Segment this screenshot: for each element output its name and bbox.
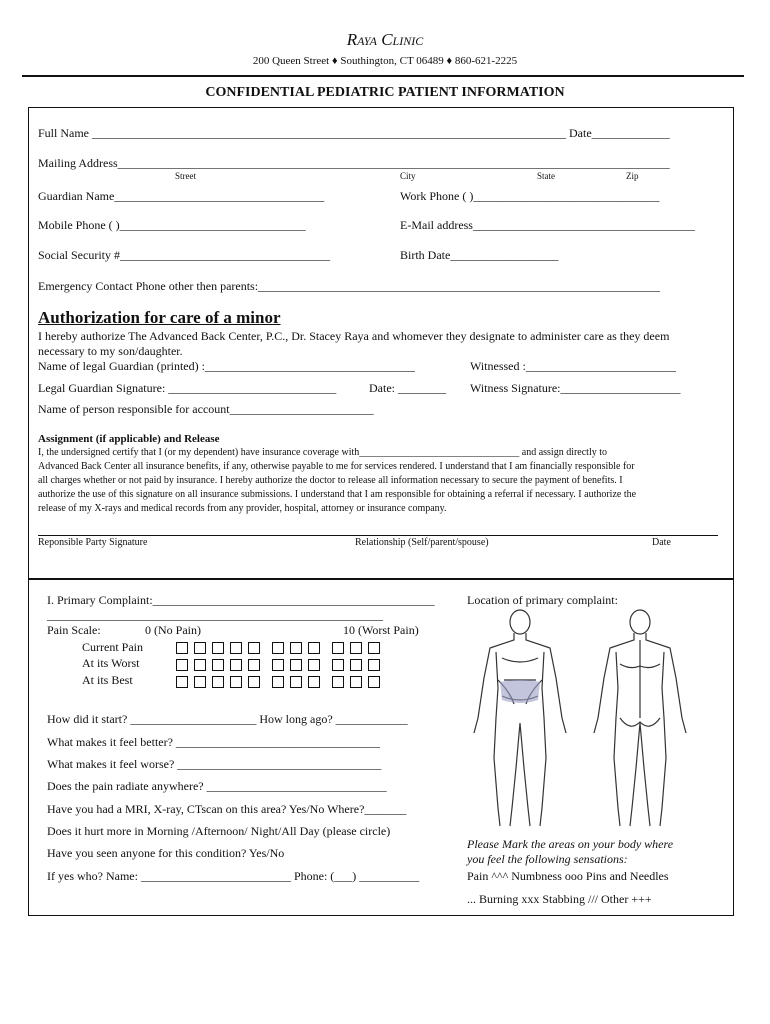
- pain-box[interactable]: [332, 676, 344, 688]
- pain-box[interactable]: [176, 659, 188, 671]
- birth-date-field[interactable]: Birth Date__________________: [400, 248, 559, 262]
- pain-box[interactable]: [248, 659, 260, 671]
- worst-pain-label: 10 (Worst Pain): [343, 623, 419, 637]
- best-pain-scale: [176, 673, 386, 691]
- pain-box[interactable]: [212, 676, 224, 688]
- feel-worse-field[interactable]: What makes it feel worse? __________________________________: [47, 757, 382, 771]
- assignment-line-2: Advanced Back Center all insurance benefits, if any, otherwise payable to me for services rendered. I understand that I am financially responsible for: [38, 461, 635, 472]
- front-body-figure[interactable]: [474, 610, 566, 826]
- worst-pain-row-label: At its Worst: [82, 656, 140, 670]
- sensation-legend-2: ... Burning xxx Stabbing /// Other +++: [467, 892, 652, 906]
- full-name-field[interactable]: Full Name _______________________________________________________________________________ Date_____________: [38, 126, 670, 140]
- pain-box[interactable]: [350, 676, 362, 688]
- pain-box[interactable]: [332, 659, 344, 671]
- no-pain-label: 0 (No Pain): [145, 623, 201, 637]
- authorization-text-2: necessary to my son/daughter.: [38, 344, 183, 358]
- pain-box[interactable]: [230, 642, 242, 654]
- street-label: Street: [175, 171, 196, 181]
- worst-pain-scale: [176, 656, 386, 674]
- pain-box[interactable]: [308, 676, 320, 688]
- pain-box[interactable]: [230, 676, 242, 688]
- pain-box[interactable]: [332, 642, 344, 654]
- emergency-contact-field[interactable]: Emergency Contact Phone other then parents:___________________________________________________________________: [38, 279, 661, 293]
- shaded-pain-area: [500, 680, 540, 703]
- pain-box[interactable]: [248, 642, 260, 654]
- pain-box[interactable]: [230, 659, 242, 671]
- pain-box[interactable]: [350, 659, 362, 671]
- current-pain-scale: [176, 639, 386, 657]
- mark-note-2: you feel the following sensations:: [467, 852, 628, 866]
- current-pain-label: Current Pain: [82, 640, 143, 654]
- responsible-signature-label: Reponsible Party Signature: [38, 537, 148, 548]
- assignment-line-1: I, the undersigned certify that I (or my dependent) have insurance coverage with________________________________ and assign directly to: [38, 447, 608, 458]
- signature-date-label: Date: [652, 537, 671, 548]
- primary-complaint-field[interactable]: I. Primary Complaint:_______________________________________________: [47, 593, 435, 607]
- back-body-figure[interactable]: [594, 610, 686, 826]
- time-of-day-field[interactable]: Does it hurt more in Morning /Afternoon/ Night/All Day (please circle): [47, 824, 391, 838]
- city-label: City: [400, 171, 416, 181]
- relationship-label: Relationship (Self/parent/spouse): [355, 537, 489, 548]
- authorization-heading: Authorization for care of a minor: [38, 308, 281, 327]
- ssn-field[interactable]: Social Security #___________________________________: [38, 248, 330, 262]
- pain-box[interactable]: [308, 659, 320, 671]
- email-field[interactable]: E-Mail address_____________________________________: [400, 218, 695, 232]
- zip-label: Zip: [626, 171, 639, 181]
- mobile-phone-field[interactable]: Mobile Phone ( )_______________________________: [38, 218, 306, 232]
- mark-note-1: Please Mark the areas on your body where: [467, 837, 674, 851]
- work-phone-field[interactable]: Work Phone ( )_______________________________: [400, 189, 660, 203]
- pain-box[interactable]: [272, 659, 284, 671]
- guardian-name-field[interactable]: Guardian Name___________________________________: [38, 189, 325, 203]
- primary-complaint-line-2[interactable]: ________________________________________________________: [47, 608, 383, 622]
- best-pain-label: At its Best: [82, 673, 133, 687]
- header-rule: [22, 75, 744, 77]
- pain-box[interactable]: [212, 642, 224, 654]
- authorization-text-1: I hereby authorize The Advanced Back Center, P.C., Dr. Stacey Raya and whomever they designate to administer care as they deem: [38, 329, 670, 343]
- radiate-field[interactable]: Does the pain radiate anywhere? ______________________________: [47, 779, 387, 793]
- pain-box[interactable]: [194, 642, 206, 654]
- pain-box[interactable]: [368, 676, 380, 688]
- clinic-address: 200 Queen Street ♦ Southington, CT 06489 ♦ 860-621-2225: [252, 55, 518, 67]
- assignment-line-3: all charges whether or not paid by insurance. I hereby authorize the doctor to release all information necessary to secure the payment of benefits. I: [38, 475, 623, 486]
- pain-box[interactable]: [194, 676, 206, 688]
- witnessed-field[interactable]: Witnessed :_________________________: [470, 359, 676, 373]
- pain-scale-label: Pain Scale:: [47, 623, 101, 637]
- assignment-line-5: release of my X-rays and medical records from any provider, hospital, attorney or insurance company.: [38, 503, 447, 514]
- pain-box[interactable]: [290, 642, 302, 654]
- provider-name-field[interactable]: If yes who? Name: _________________________ Phone: (___) __________: [47, 869, 420, 883]
- pain-box[interactable]: [350, 642, 362, 654]
- body-diagram[interactable]: [470, 608, 730, 830]
- pain-box[interactable]: [272, 676, 284, 688]
- pain-box[interactable]: [308, 642, 320, 654]
- guardian-signature-field[interactable]: Legal Guardian Signature: ____________________________: [38, 381, 337, 395]
- guardian-printed-field[interactable]: Name of legal Guardian (printed) :___________________________________: [38, 359, 415, 373]
- pain-box[interactable]: [368, 642, 380, 654]
- location-label: Location of primary complaint:: [467, 593, 618, 607]
- imaging-field[interactable]: Have you had a MRI, X-ray, CTscan on this area? Yes/No Where?_______: [47, 802, 407, 816]
- responsible-person-field[interactable]: Name of person responsible for account________________________: [38, 402, 374, 416]
- pain-box[interactable]: [212, 659, 224, 671]
- auth-date-field[interactable]: Date: ________: [369, 381, 446, 395]
- assignment-heading: Assignment (if applicable) and Release: [38, 433, 220, 445]
- signature-line[interactable]: [38, 535, 718, 536]
- clinic-name: Raya Clinic: [346, 30, 424, 49]
- pain-box[interactable]: [290, 659, 302, 671]
- state-label: State: [537, 171, 555, 181]
- sensation-legend-1: Pain ^^^ Numbness ooo Pins and Needles: [467, 869, 669, 883]
- pain-box[interactable]: [290, 676, 302, 688]
- form-title: CONFIDENTIAL PEDIATRIC PATIENT INFORMATION: [205, 85, 565, 100]
- seen-anyone-field[interactable]: Have you seen anyone for this condition? Yes/No: [47, 846, 285, 860]
- witness-signature-field[interactable]: Witness Signature:____________________: [470, 381, 681, 395]
- pain-box[interactable]: [272, 642, 284, 654]
- pain-box[interactable]: [176, 676, 188, 688]
- pain-box[interactable]: [368, 659, 380, 671]
- pain-box[interactable]: [176, 642, 188, 654]
- pain-box[interactable]: [194, 659, 206, 671]
- how-start-field[interactable]: How did it start? _____________________ How long ago? ____________: [47, 712, 408, 726]
- mailing-address-field[interactable]: Mailing Address____________________________________________________________________________________________: [38, 156, 670, 170]
- feel-better-field[interactable]: What makes it feel better? __________________________________: [47, 735, 380, 749]
- pain-box[interactable]: [248, 676, 260, 688]
- assignment-line-4: authorize the use of this signature on all insurance submissions. I understand that I am responsible for obtaining a referral if necessary. I authorize the: [38, 489, 637, 500]
